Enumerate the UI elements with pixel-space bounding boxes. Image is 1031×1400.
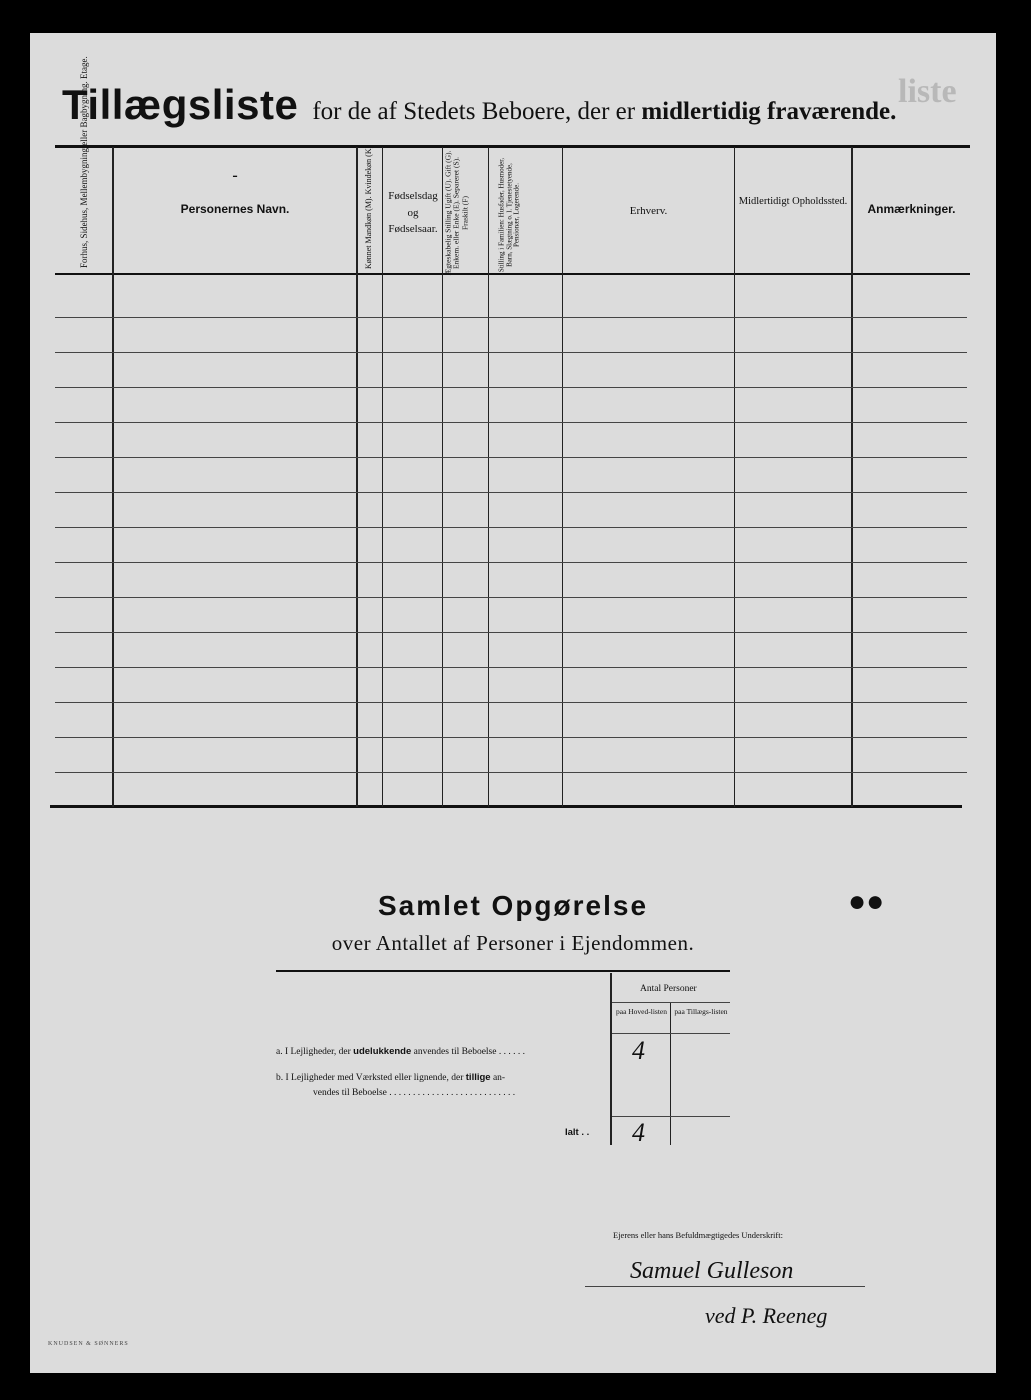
signature-by: ved P. Reeneg [705,1303,828,1328]
printer-mark: KNUDSEN & SØNNERS [48,1341,129,1347]
form-title-main: Tillægsliste [62,81,299,128]
table-row [55,702,967,703]
census-form-page [30,33,996,1373]
summary-header-line [612,1002,730,1003]
table-row [55,632,967,633]
summary-col-line-2 [670,1002,671,1145]
signature-name: Samuel Gulleson [630,1258,794,1284]
ialt-label: Ialt . . [565,1127,590,1138]
col-extra-list: paa Tillægs-listen [674,1007,728,1016]
ink-blots: ●● [848,885,885,918]
col-line-8 [851,147,853,807]
row-a-value: 4 [632,1036,645,1065]
table-row [55,387,967,388]
header-building: Forhus, Sidehus, Mellembygning eller Bagbygning. Etage. [79,56,90,268]
antal-personer-header: Antal Personer [640,984,697,994]
summary-col-line-1 [610,973,612,1145]
table-bottom-border [50,805,962,808]
header-name: Personernes Navn. [180,202,290,216]
signature-line [585,1286,865,1287]
summary-total-line [612,1116,730,1117]
table-row [55,492,967,493]
header-remarks: Anmærkninger. [867,202,956,216]
table-row [55,422,967,423]
signature-label: Ejerens eller hans Befuldmægtigedes Underskrift: [613,1230,783,1240]
table-row [55,317,967,318]
col-line-2 [356,147,358,807]
header-sex: Kønnet Mandkøn (M). Kvindekøn (K) [364,145,374,270]
col-line-1 [112,147,114,807]
summary-subtitle: over Antallet af Personer i Ejendommen. [331,931,695,955]
header-family: Stilling i Familien: Husfader, Husmoder, Barn, Slægtning o. l. Tjenestetyende, Pensionær, Logerende. [497,157,521,273]
form-title-subtitle: for de af Stedets Beboere, der er midlertidig fraværende. [312,98,897,125]
corner-stamp: liste [898,73,957,110]
summary-header-bottom-line [612,1033,730,1034]
ialt-value: 4 [632,1118,645,1147]
table-row [55,597,967,598]
table-row [55,527,967,528]
header-occupation: Erhverv. [629,205,668,217]
col-line-6 [562,147,563,807]
col-line-3 [382,147,383,807]
table-row [55,457,967,458]
header-marital: Ægteskabelig Stilling Ugift (U). Gift (G). Enkem. eller Enke (E). Separeret (S). Fraskilt (F) [443,150,469,276]
header-temp-residence: Midlertidigt Opholdssted. [738,196,848,207]
table-row [55,562,967,563]
table-row [55,667,967,668]
header-name-dash: - [232,167,238,184]
table-row [55,772,967,773]
header-birth: Fødselsdag og Fødselsaar. [388,190,438,235]
col-main-list: paa Hoved-listen [615,1007,668,1016]
col-line-5 [488,147,489,807]
table-row [55,352,967,353]
row-b-label-line2: vendes til Beboelse . . . . . . . . . . . . . . . . . . . . . . . . . . . [313,1088,516,1098]
row-b-label: b. I Lejligheder med Værksted eller lignende, der tillige an- [276,1072,506,1083]
summary-title: Samlet Opgørelse [377,890,649,921]
summary-top-line [276,970,730,972]
table-top-border [55,145,970,148]
col-line-7 [734,147,735,807]
table-row [55,737,967,738]
form-title [62,81,896,129]
row-a-label: a. I Lejligheder, der udelukkende anvendes til Beboelse . . . . . . [276,1046,525,1057]
